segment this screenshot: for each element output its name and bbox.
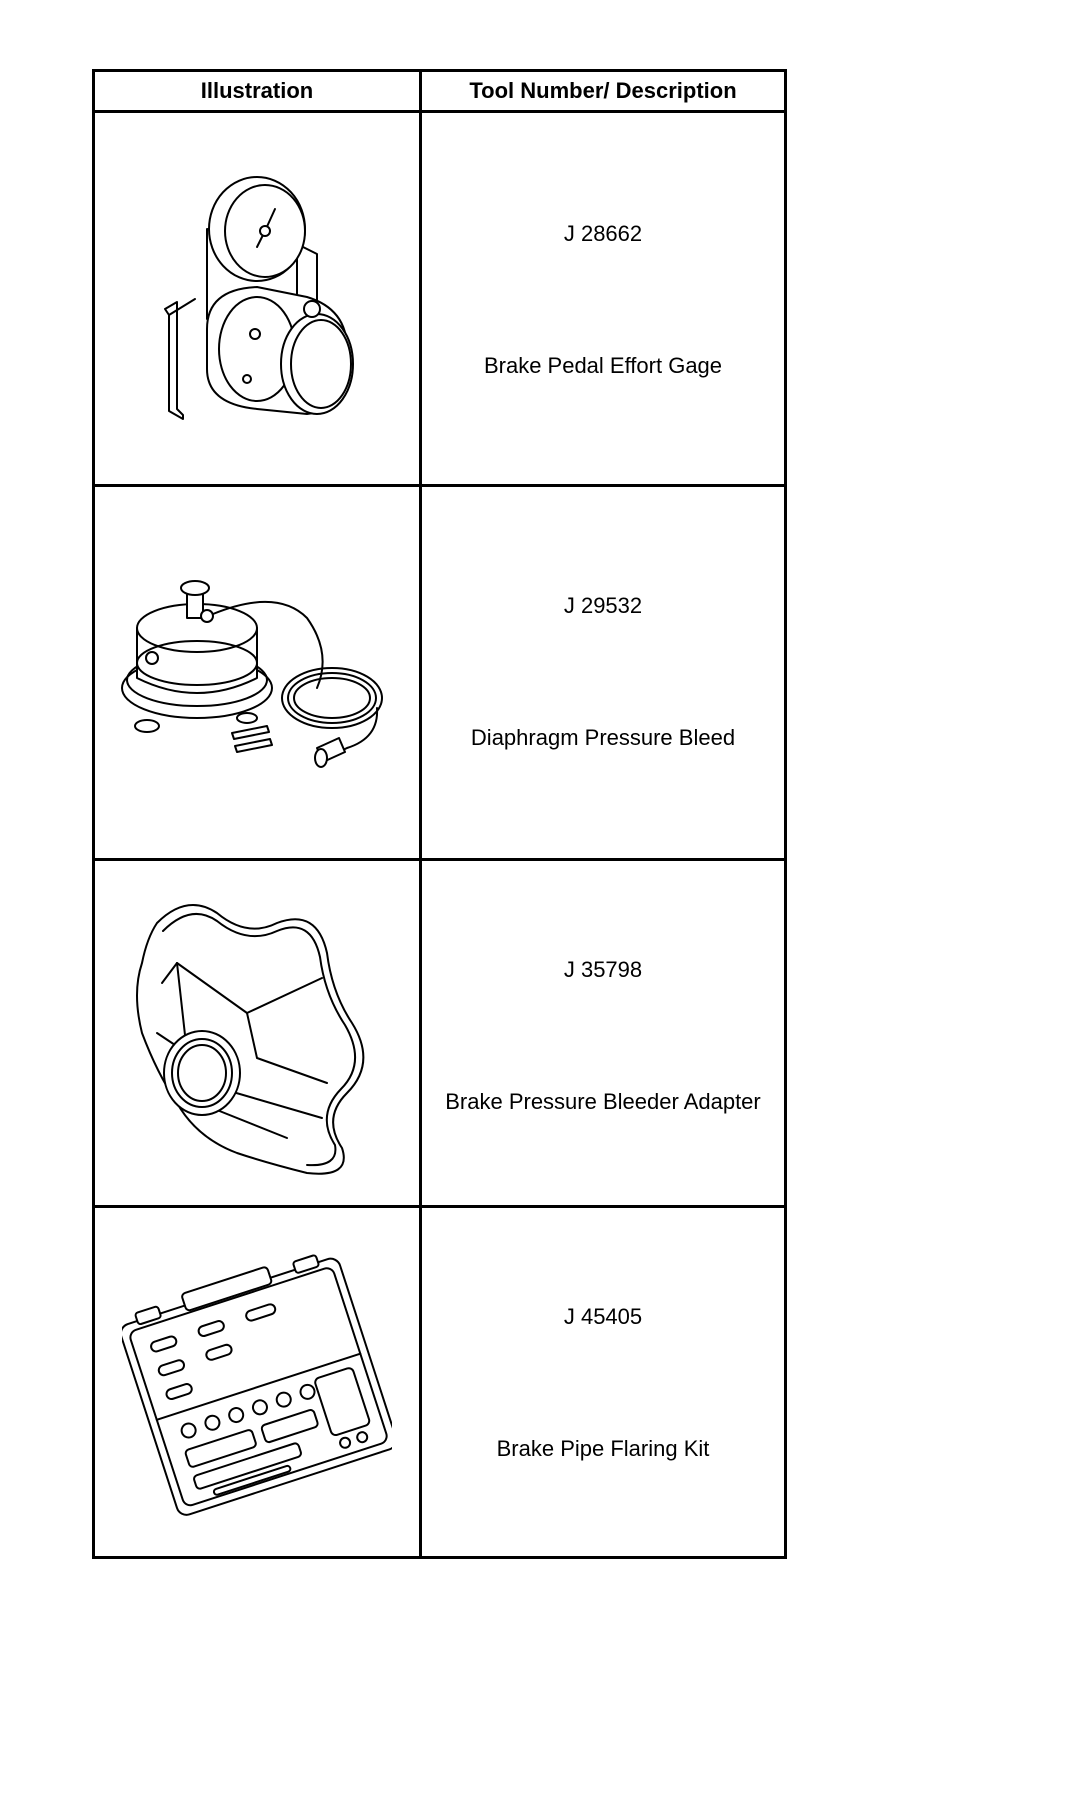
header-illustration: Illustration	[94, 71, 421, 112]
tool-number: J 45405	[563, 1304, 643, 1329]
description-cell	[421, 1207, 786, 1558]
tool-description: Brake Pressure Bleeder Adapter	[445, 1089, 761, 1114]
tool-table	[92, 69, 787, 1559]
table-header-row	[94, 71, 786, 112]
tool-description: Diaphragm Pressure Bleed	[470, 725, 736, 750]
effort-gage-icon	[147, 169, 367, 429]
illustration-cell	[94, 860, 421, 1207]
tool-number: J 28662	[563, 221, 643, 246]
bleeder-adapter-icon	[127, 883, 387, 1183]
illustration-cell	[94, 1207, 421, 1558]
tool-description: Brake Pedal Effort Gage	[483, 353, 723, 378]
table-row	[94, 486, 786, 860]
tool-number: J 35798	[563, 957, 643, 982]
description-cell	[421, 860, 786, 1207]
table-row	[94, 112, 786, 486]
description-cell	[421, 112, 786, 486]
pressure-bleeder-icon	[117, 558, 397, 788]
tool-number: J 29532	[563, 593, 643, 618]
illustration-cell	[94, 112, 421, 486]
table-row	[94, 860, 786, 1207]
illustration-cell	[94, 486, 421, 860]
description-cell	[421, 486, 786, 860]
header-tool-description: Tool Number/ Description	[421, 71, 786, 112]
tool-description: Brake Pipe Flaring Kit	[496, 1436, 710, 1461]
table-row	[94, 1207, 786, 1558]
flaring-kit-icon	[122, 1227, 392, 1537]
